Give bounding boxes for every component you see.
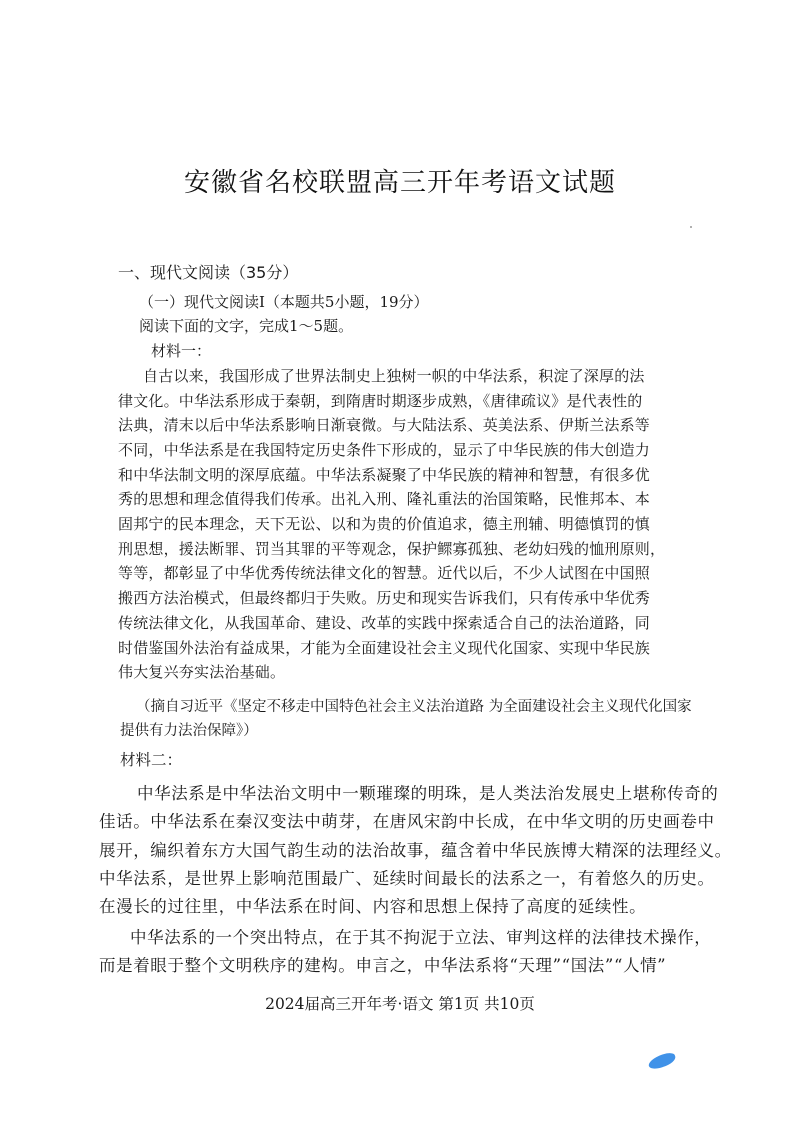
material2-line: 中华法系的一个突出特点，在于其不拘泥于立法、审判这样的法律技术操作， [130, 928, 712, 947]
scan-speck [690, 226, 692, 228]
material1-line: 等等，都彰显了中华优秀传统法律文化的智慧。近代以后，不少人试图在中国照 [118, 564, 651, 582]
material2-line: 展开，编织着东方大国气韵生动的法治故事，蕴含着中华民族博大精深的法理经义。 [99, 841, 732, 860]
section-heading: 一、现代文阅读（35分） [118, 263, 299, 282]
material2-line: 在漫长的过往里，中华法系在时间、内容和思想上保持了高度的延续性。 [99, 897, 647, 916]
material2-label: 材料二： [120, 751, 183, 769]
material1-line: 律文化。中华法系形成于秦朝，到隋唐时期逐步成熟，《唐律疏议》是代表性的 [118, 392, 643, 410]
material2-line: 佳话。中华法系在秦汉变法中萌芽，在唐风宋韵中长成，在中华文明的历史画卷中 [99, 812, 715, 831]
exam-title: 安徽省名校联盟高三开年考语文试题 [183, 168, 616, 198]
material1-line: 秀的思想和理念值得我们传承。出礼入刑、隆礼重法的治国策略，民惟邦本、本 [118, 490, 651, 508]
page-footer: 2024届高三开年考·语文 第1页 共10页 [265, 995, 535, 1013]
material2-line: 中华法系是中华法治文明中一颗璀璨的明珠，是人类法治发展史上堪称传奇的 [137, 784, 719, 803]
material1-line: 传统法律文化，从我国革命、建设、改革的实践中探索适合自己的法治道路，同 [118, 614, 651, 632]
material2-line: 中华法系，是世界上影响范围最广、延续时间最长的法系之一，有着悠久的历史。 [99, 869, 715, 888]
material1-line: 伟大复兴夯实法治基础。 [118, 663, 286, 681]
material1-line: 时借鉴国外法治有益成果，才能为全面建设社会主义现代化国家、实现中华民族 [118, 639, 651, 657]
material1-line: 刑思想，援法断罪、罚当其罪的平等观念，保护鳏寡孤独、老幼妇残的恤刑原则， [118, 540, 666, 558]
subsection-heading: （一）现代文阅读Ⅰ（本题共5小题，19分） [139, 293, 429, 311]
instruction-text: 阅读下面的文字，完成1～5题。 [139, 317, 354, 335]
blue-ink-smudge [647, 1051, 677, 1071]
source-citation: （摘自习近平《坚定不移走中国特色社会主义法治道路 为全面建设社会主义现代化国家 [136, 699, 692, 715]
material1-line: 和中华法制文明的深厚底蕴。中华法系凝聚了中华民族的精神和智慧，有很多优 [118, 466, 651, 484]
material1-line: 法典，清末以后中华法系影响日渐衰微。与大陆法系、英美法系、伊斯兰法系等 [118, 416, 651, 434]
source-citation: 提供有力法治保障》） [120, 723, 258, 739]
material1-line: 固邦宁的民本理念，天下无讼、以和为贵的价值追求，德主刑辅、明德慎罚的慎 [118, 515, 651, 533]
material1-label: 材料一： [151, 342, 212, 360]
material1-line: 搬西方法治模式，但最终都归于失败。历史和现实告诉我们，只有传承中华优秀 [118, 589, 651, 607]
material1-line: 不同，中华法系是在我国特定历史条件下形成的，显示了中华民族的伟大创造力 [118, 441, 651, 459]
material2-line: 而是着眼于整个文明秩序的建构。申言之，中华法系将“天理”“国法”“人情” [99, 956, 667, 975]
material1-line: 自古以来，我国形成了世界法制史上独树一帜的中华法系，积淀了深厚的法 [143, 367, 645, 385]
